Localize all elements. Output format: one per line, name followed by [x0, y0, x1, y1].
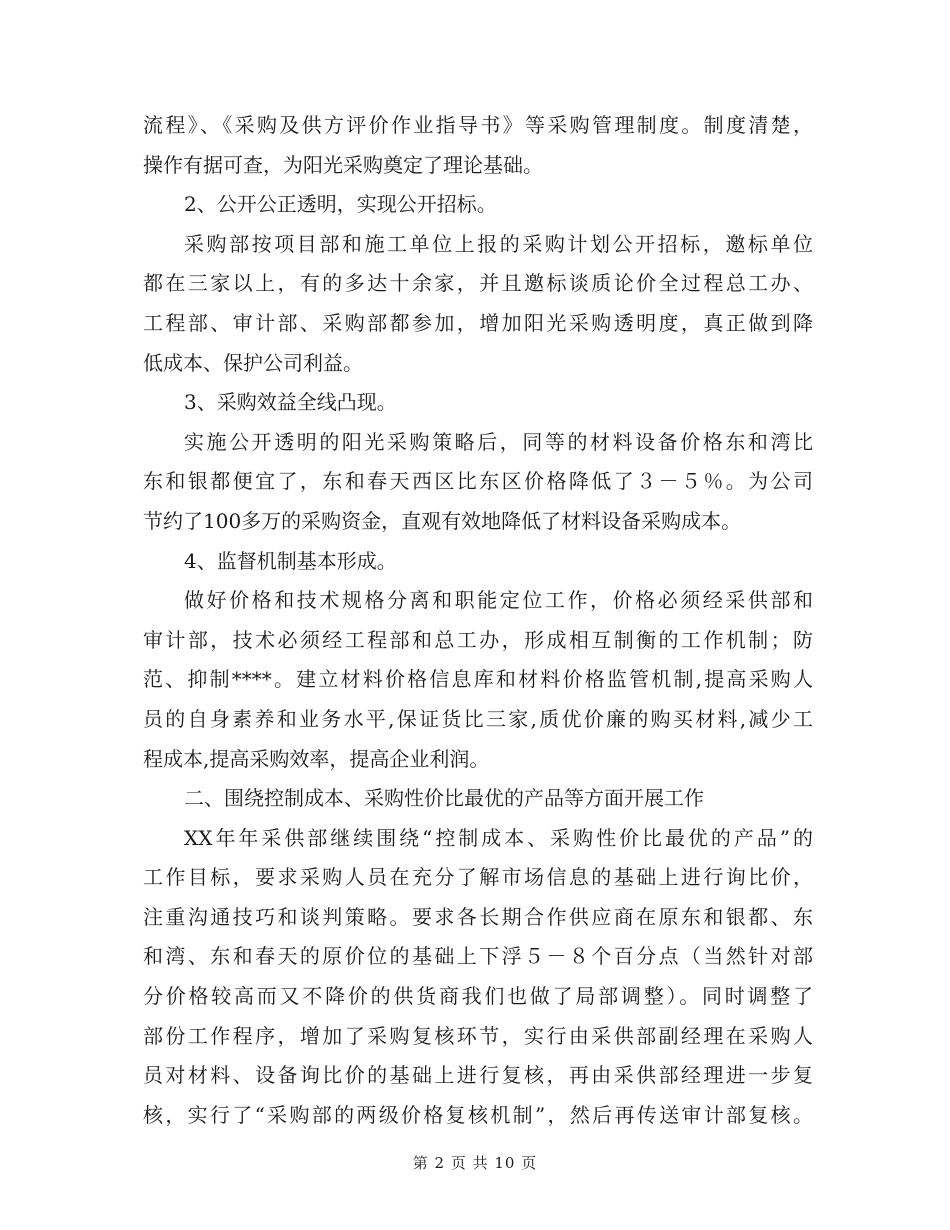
text-line: 注重沟通技巧和谈判策略。要求各长期合作供应商在原东和银都、东	[143, 904, 813, 929]
text-line: 4、监督机制基本形成。	[184, 548, 397, 573]
text-line: 员的自身素养和业务水平,保证货比三家,质优价廉的购买材料,减少工	[143, 706, 813, 731]
document-body	[143, 106, 813, 1135]
text-line: 节约了100多万的采购资金，直观有效地降低了材料设备采购成本。	[143, 508, 742, 533]
page-footer: 第 2 页 共 10 页	[412, 1154, 538, 1172]
text-line: 东和银都便宜了，东和春天西区比东区价格降低了３－５％。为公司	[143, 469, 813, 494]
text-line: XX年年采供部继续围绕“控制成本、采购性价比最优的产品”的	[184, 825, 813, 850]
text-line: 3、采购效益全线凸现。	[184, 390, 397, 415]
text-line: 做好价格和技术规格分离和职能定位工作，价格必须经采供部和	[184, 588, 813, 613]
text-line: 范、抑制****。建立材料价格信息库和材料价格监管机制,提高采购人	[143, 667, 813, 692]
text-line: 分价格较高而又不降价的供货商我们也做了局部调整）。同时调整了	[143, 984, 813, 1009]
text-line: 部份工作程序，增加了采购复核环节，实行由采供部副经理在采购人	[143, 1023, 813, 1048]
text-line: 实施公开透明的阳光采购策略后，同等的材料设备价格东和湾比	[184, 429, 813, 454]
text-line: 操作有据可查，为阳光采购奠定了理论基础。	[143, 152, 543, 177]
text-line: 2、公开公正透明，实现公开招标。	[184, 192, 497, 217]
text-line: 核，实行了“采购部的两级价格复核机制”，然后再传送审计部复核。	[143, 1102, 813, 1127]
text-line: 工作目标，要求采购人员在充分了解市场信息的基础上进行询比价，	[143, 865, 813, 890]
text-line: 采购部按项目部和施工单位上报的采购计划公开招标，邀标单位	[184, 231, 813, 256]
text-line: 二、围绕控制成本、采购性价比最优的产品等方面开展工作	[184, 786, 704, 811]
text-line: 流程》、《采购及供方评价作业指导书》等采购管理制度。制度清楚，	[143, 113, 813, 137]
text-line: 程成本,提高采购效率，提高企业利润。	[143, 746, 490, 771]
text-line: 员对材料、设备询比价的基础上进行复核，再由采供部经理进一步复	[143, 1063, 813, 1088]
text-line: 和湾、东和春天的原价位的基础上下浮５－８个百分点（当然针对部	[143, 944, 813, 969]
text-line: 工程部、审计部、采购部都参加，增加阳光采购透明度，真正做到降	[143, 310, 813, 335]
text-line: 低成本、保护公司利益。	[143, 350, 363, 375]
text-line: 审计部，技术必须经工程部和总工办，形成相互制衡的工作机制；防	[143, 627, 813, 652]
text-line: 都在三家以上，有的多达十余家，并且邀标谈质论价全过程总工办、	[143, 271, 813, 296]
